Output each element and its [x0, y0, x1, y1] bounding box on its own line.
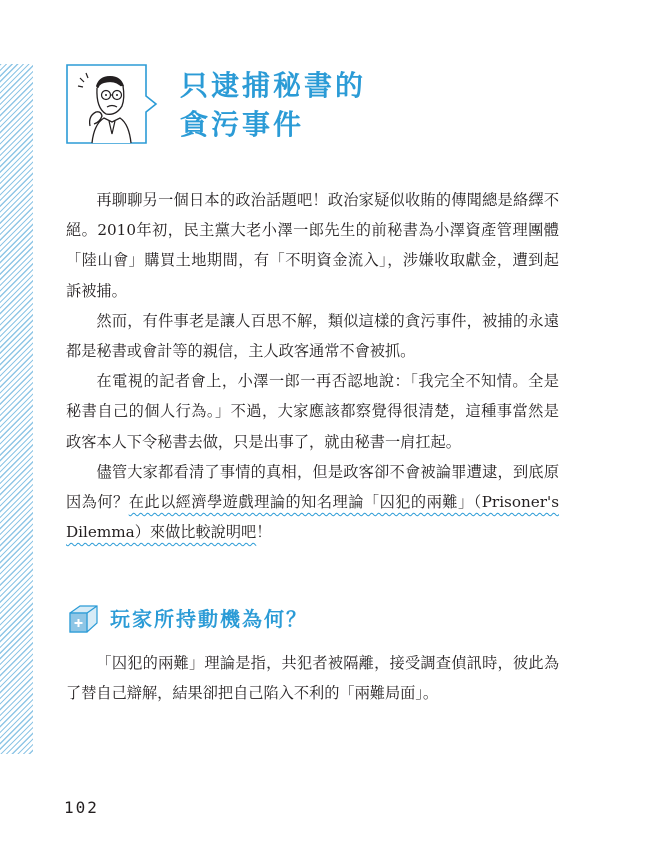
section-heading [66, 602, 466, 636]
section-body-text [66, 648, 559, 708]
chapter-title [180, 66, 366, 144]
thinking-man-icon [66, 64, 160, 144]
paragraph-4-end: ！ [256, 523, 272, 542]
chapter-title-line-1: 只逮捕秘書的 [180, 69, 367, 102]
paragraph-1: 再聊聊另一個日本的政治話題吧！政治家疑似收賄的傳聞總是絡繹不絕。2010年初，民主黨大老小澤一郎先生的前秘書為小澤資產管理團體「陸山會」購買土地期間，有「不明資金流入」，涉嫌收取獻金，遭到起訴被捕。 [66, 191, 559, 300]
paragraph-3: 在電視的記者會上，小澤一郎一再否認地說：「我完全不知情。全是秘書自己的個人行為。」不過，大家應該都察覺得很清楚，這種事當然是政客本人下令秘書去做，只是出事了，就由秘書一肩扛起。 [66, 372, 559, 451]
highlighted-sentence: 在此以經濟學遊戲理論的知名理論「囚犯的兩難」（Prisoner's Dilemma）來做比較說明吧 [66, 493, 559, 542]
chapter-title-line-2: 貪污事件 [180, 108, 305, 141]
body-text [66, 185, 559, 547]
paragraph-4-text: 儘管大家都看清了事情的真相，但是政客卻不會被論罪遭逮，到底原因為何？ [66, 462, 559, 512]
avatar-frame [66, 64, 160, 144]
section-paragraph: 「囚犯的兩難」理論是指，共犯者被隔離，接受調查偵訊時，彼此為了替自己辯解，結果卻把自己陷入不利的「兩難局面」。 [66, 654, 559, 703]
paragraph-4 [66, 457, 559, 548]
section-title: 玩家所持動機為何？ [110, 607, 308, 631]
paragraph-2: 然而，有件事老是讓人百思不解，類似這樣的貪污事件，被捕的永遠都是秘書或會計等的親信，主人政客通常不會被抓。 [66, 311, 559, 361]
page-number: 102 [64, 798, 99, 817]
side-stripe-decoration [0, 64, 33, 754]
plus-cube-icon [66, 602, 100, 636]
